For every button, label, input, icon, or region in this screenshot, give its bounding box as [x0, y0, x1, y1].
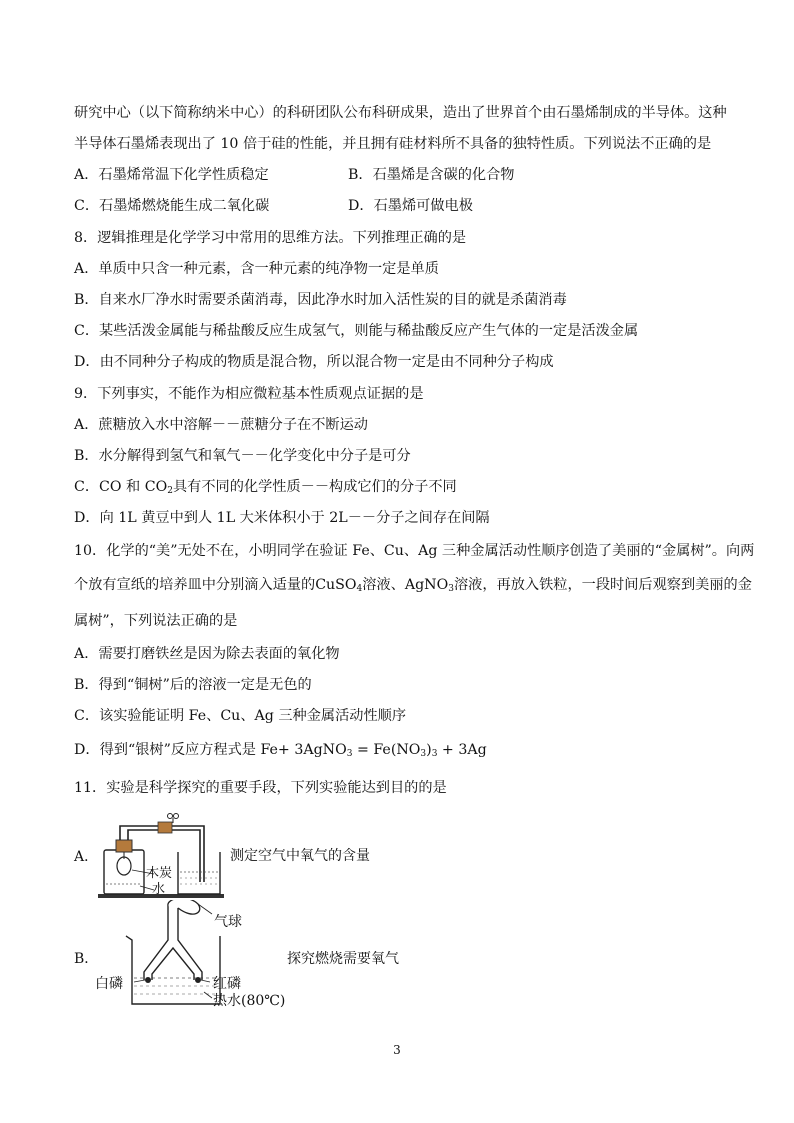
- q10-stem-line-2-post: 溶液，再放入铁粒，一段时间后观察到美丽的金: [453, 577, 752, 593]
- q10-option-b: B．得到“铜树”后的溶液一定是无色的: [74, 677, 312, 693]
- q10-option-c: C．该实验能证明 Fe、Cu、Ag 三种金属活动性顺序: [74, 708, 407, 724]
- q10-stem-line-2-pre: 个放有宣纸的培养皿中分别滴入适量的CuSO: [74, 577, 357, 593]
- intro-line-1: 研究中心（以下简称纳米中心）的科研团队公布科研成果，造出了世界首个由石墨烯制成的半导体。这种: [74, 105, 727, 121]
- q10-stem-line-1: 10．化学的“美”无处不在，小明同学在验证 Fe、Cu、Ag 三种金属活动性顺序创造了美丽的“金属树”。向两: [74, 543, 755, 559]
- q8-option-c: C．某些活泼金属能与稀盐酸反应生成氢气，则能与稀盐酸反应产生气体的一定是活泼金属: [74, 323, 639, 339]
- q7-option-c: C．石墨烯燃烧能生成二氧化碳: [74, 198, 270, 214]
- label-water: 水: [152, 882, 166, 897]
- q9-option-c: [74, 478, 457, 500]
- label-charcoal: 木炭: [146, 866, 173, 881]
- q11-stem: 11．实验是科学探究的重要手段，下列实验能达到目的的是: [74, 780, 447, 796]
- q10-sub-1: 4: [356, 584, 363, 594]
- q11-option-b-letter: B．: [74, 951, 99, 967]
- q9-option-d: D．向 1L 黄豆中到人 1L 大米体积小于 2L－－分子之间存在间隔: [74, 510, 490, 526]
- q11-option-a-letter: A．: [74, 849, 99, 865]
- q9-option-c-text-post: 具有不同的化学性质－－构成它们的分子不同: [172, 479, 457, 495]
- q10-option-d-mid: = Fe(NO: [352, 742, 421, 758]
- intro-line-2: 半导体石墨烯表现出了 10 倍于硅的性能，并且拥有硅材料所不具备的独特性质。下列说法不正确的是: [74, 136, 712, 152]
- q7-option-b: B．石墨烯是含碳的化合物: [348, 167, 515, 183]
- q10-d-sub-2: 3: [420, 749, 427, 759]
- q9-option-c-subscript: 2: [167, 486, 173, 496]
- q10-stem-line-3: 属树”，下列说法正确的是: [74, 613, 238, 629]
- q7-option-d: D．石墨烯可做电极: [348, 198, 473, 214]
- q10-stem-line-2-mid: 溶液、AgNO: [362, 577, 449, 593]
- q9-stem: 9．下列事实，不能作为相应微粒基本性质观点证据的是: [74, 386, 424, 402]
- q10-d-sub-1: 3: [346, 749, 353, 759]
- q8-option-a: A．单质中只含一种元素，含一种元素的纯净物一定是单质: [74, 261, 439, 277]
- q8-stem: 8．逻辑推理是化学学习中常用的思维方法。下列推理正确的是: [74, 230, 467, 246]
- q9-option-c-text-pre: C．CO 和 CO: [74, 479, 168, 495]
- q11-option-a-description: 测定空气中氧气的含量: [230, 848, 370, 864]
- q10-option-d-mid2: ): [426, 742, 432, 758]
- label-balloon: 气球: [214, 914, 242, 930]
- q9-option-a: A．蔗糖放入水中溶解－－蔗糖分子在不断运动: [74, 417, 368, 433]
- q10-stem-line-2: [74, 576, 752, 598]
- label-hot-water: 热水(80℃): [213, 993, 286, 1009]
- q10-sub-2: 3: [448, 584, 454, 594]
- page-number: 3: [393, 1043, 401, 1057]
- q10-option-d: [74, 741, 487, 763]
- q8-option-b: B．自来水厂净水时需要杀菌消毒，因此净水时加入活性炭的目的就是杀菌消毒: [74, 292, 567, 308]
- q10-option-d-post: + 3Ag: [437, 742, 487, 758]
- q9-option-b: B．水分解得到氢气和氧气－－化学变化中分子是可分: [74, 448, 411, 464]
- label-red-phosphorus: 红磷: [213, 976, 241, 992]
- q10-option-d-pre: D．得到“银树”反应方程式是 Fe+ 3AgNO: [74, 742, 347, 758]
- q10-d-sub-3: 3: [431, 749, 438, 759]
- q8-option-d: D．由不同种分子构成的物质是混合物，所以混合物一定是由不同种分子构成: [74, 354, 554, 370]
- label-white-phosphorus: 白磷: [95, 976, 123, 992]
- q10-option-a: A．需要打磨铁丝是因为除去表面的氧化物: [74, 646, 340, 662]
- q7-option-a: A．石墨烯常温下化学性质稳定: [74, 167, 269, 183]
- q11-option-b-description: 探究燃烧需要氧气: [287, 951, 399, 967]
